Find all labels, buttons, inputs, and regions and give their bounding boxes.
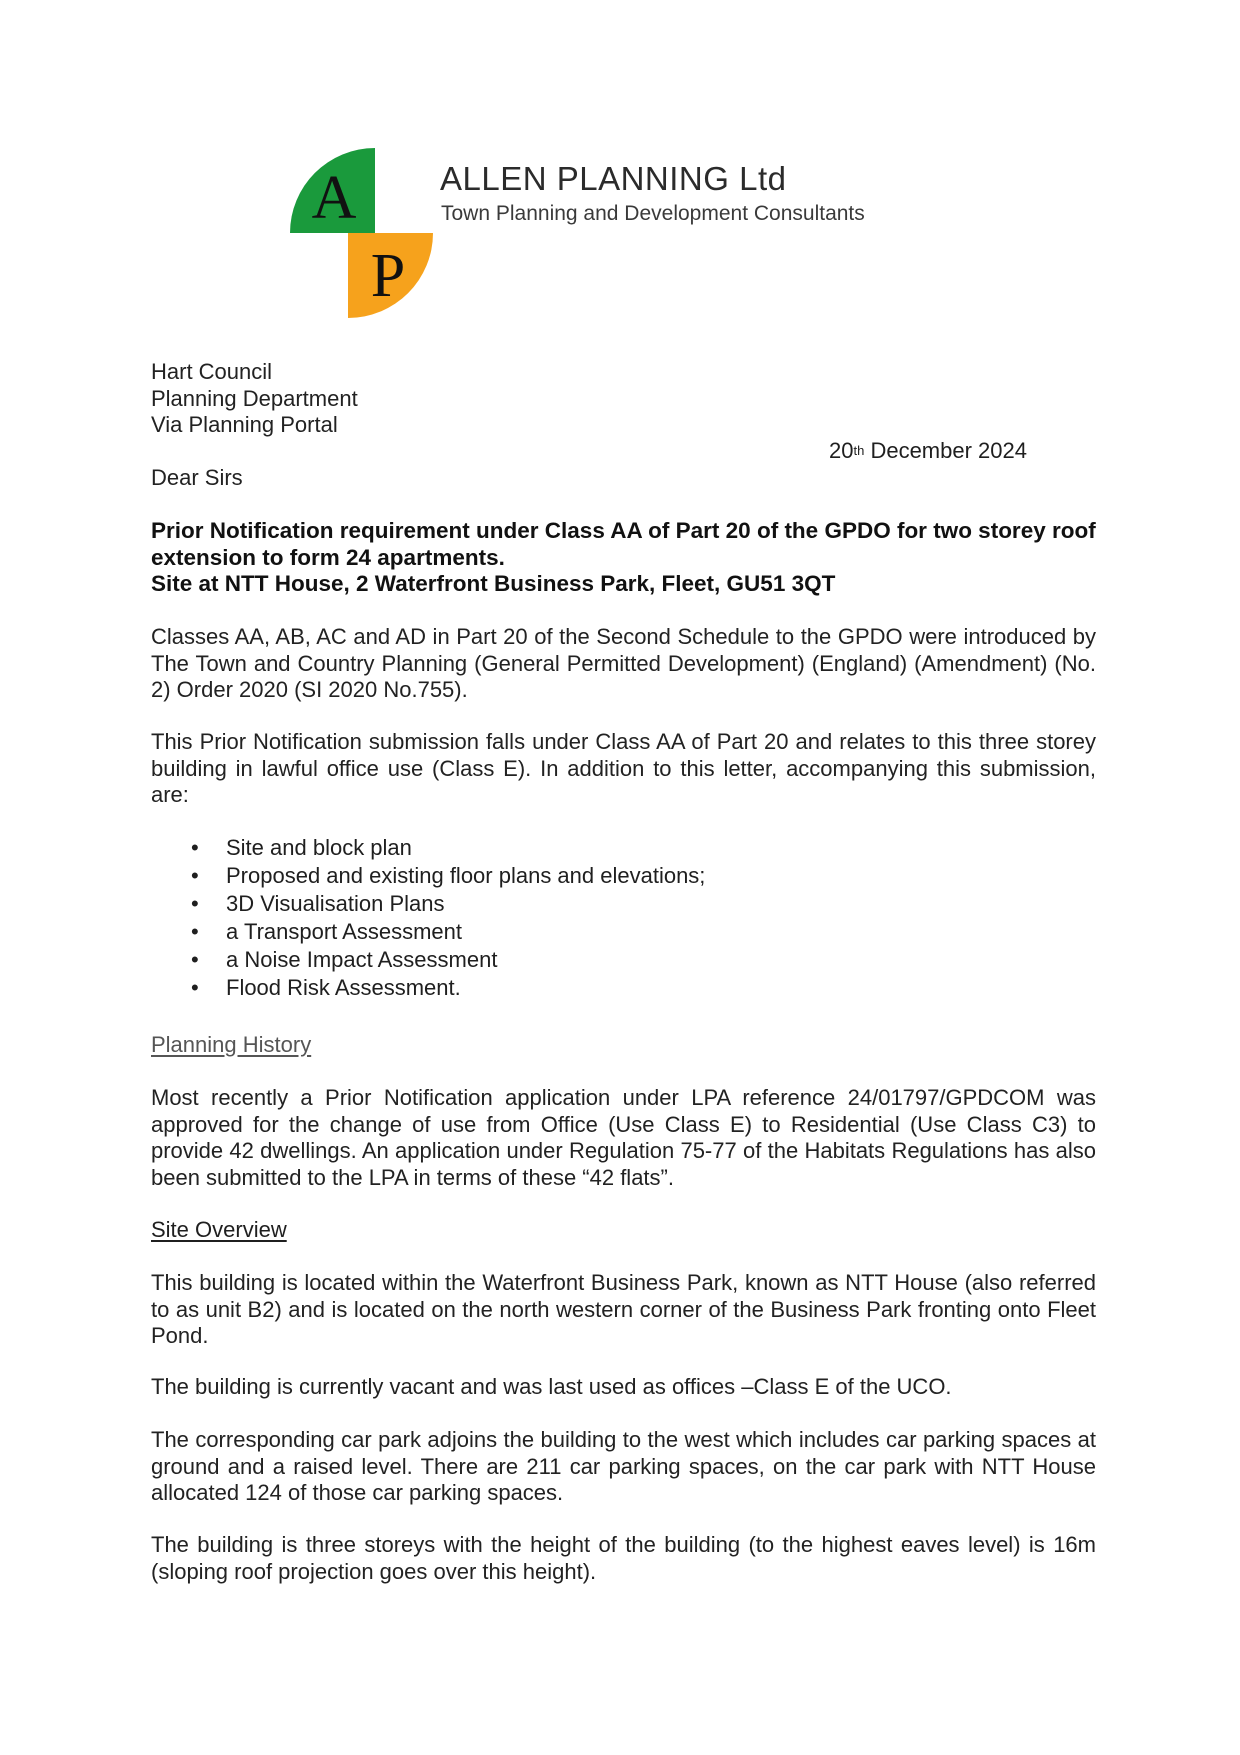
address-line: Via Planning Portal [151, 412, 338, 437]
heading-planning-history: Planning History [151, 1032, 312, 1057]
heading-site-overview: Site Overview [151, 1217, 287, 1242]
bullet: • [191, 863, 199, 888]
list-item: • Site and block plan [191, 835, 412, 860]
document-list [151, 834, 705, 1002]
logo-letter-p: P [370, 242, 406, 310]
paragraph-vacant: The building is currently vacant and was last used as offices –Class E of the UCO. [151, 1374, 952, 1399]
recipient-address [151, 359, 358, 439]
letter-subject [151, 518, 1096, 598]
bullet: • [191, 835, 199, 860]
logo-title: ALLEN PLANNING Ltd [440, 160, 787, 197]
letter-date [829, 438, 1027, 467]
list-item: • Flood Risk Assessment. [191, 975, 461, 1000]
bullet: • [191, 975, 199, 1000]
date-day: 20 [829, 438, 854, 463]
date-suffix: th [853, 443, 865, 458]
subject-site: Site at NTT House, 2 Waterfront Business Park, Fleet, GU51 3QT [151, 571, 836, 596]
date-month-year: December 2024 [870, 438, 1027, 463]
salutation: Dear Sirs [151, 465, 243, 490]
paragraph-height: The building is three storeys with the height of the building (to the highest eaves level) is 16m (sloping roof projection goes over this height). [151, 1532, 1096, 1584]
list-item: • Proposed and existing floor plans and elevations; [191, 863, 706, 888]
logo-subtitle: Town Planning and Development Consultants [441, 202, 865, 225]
address-line: Hart Council [151, 359, 273, 384]
list-item: • a Noise Impact Assessment [191, 947, 498, 972]
logo-letter-a: A [311, 164, 357, 232]
subject-line: Prior Notification requirement under Class AA of Part 20 of the GPDO for two storey roof extension to form 24 apartments. [151, 518, 1096, 570]
company-logo [290, 148, 950, 338]
paragraph-location: This building is located within the Waterfront Business Park, known as NTT House (also referred to as unit B2) and is located on the north western corner of the Business Park fronting onto Fleet Pond. [151, 1270, 1096, 1348]
bullet: • [191, 947, 199, 972]
bullet: • [191, 919, 199, 944]
paragraph-history: Most recently a Prior Notification application under LPA reference 24/01797/GPDCOM was approved for the change of use from Office (Use Class E) to Residential (Use Class C3) to provide 42 dwellings. An application under Regulation 75-77 of the Habitats Regulations has also been submitted to the LPA in terms of these “42 flats”. [151, 1085, 1096, 1190]
list-item: • a Transport Assessment [191, 919, 462, 944]
address-line: Planning Department [151, 385, 358, 411]
paragraph-intro: Classes AA, AB, AC and AD in Part 20 of the Second Schedule to the GPDO were introduced by The Town and Country Planning (General Permitted Development) (England) (Amendment) (No. 2) Order 2020 (SI 2020 No.755). [151, 624, 1096, 702]
paragraph-submission: This Prior Notification submission falls under Class AA of Part 20 and relates to this three storey building in lawful office use (Class E). In addition to this letter, accompanying this submission, are: [151, 729, 1096, 807]
bullet: • [191, 891, 199, 916]
paragraph-carpark: The corresponding car park adjoins the building to the west which includes car parking spaces at ground and a raised level. There are 211 car parking spaces, on the car park with NTT House allocated 124 of those car parking spaces. [151, 1427, 1096, 1505]
ap-logo-mark [290, 148, 440, 338]
list-item: • 3D Visualisation Plans [191, 891, 445, 916]
